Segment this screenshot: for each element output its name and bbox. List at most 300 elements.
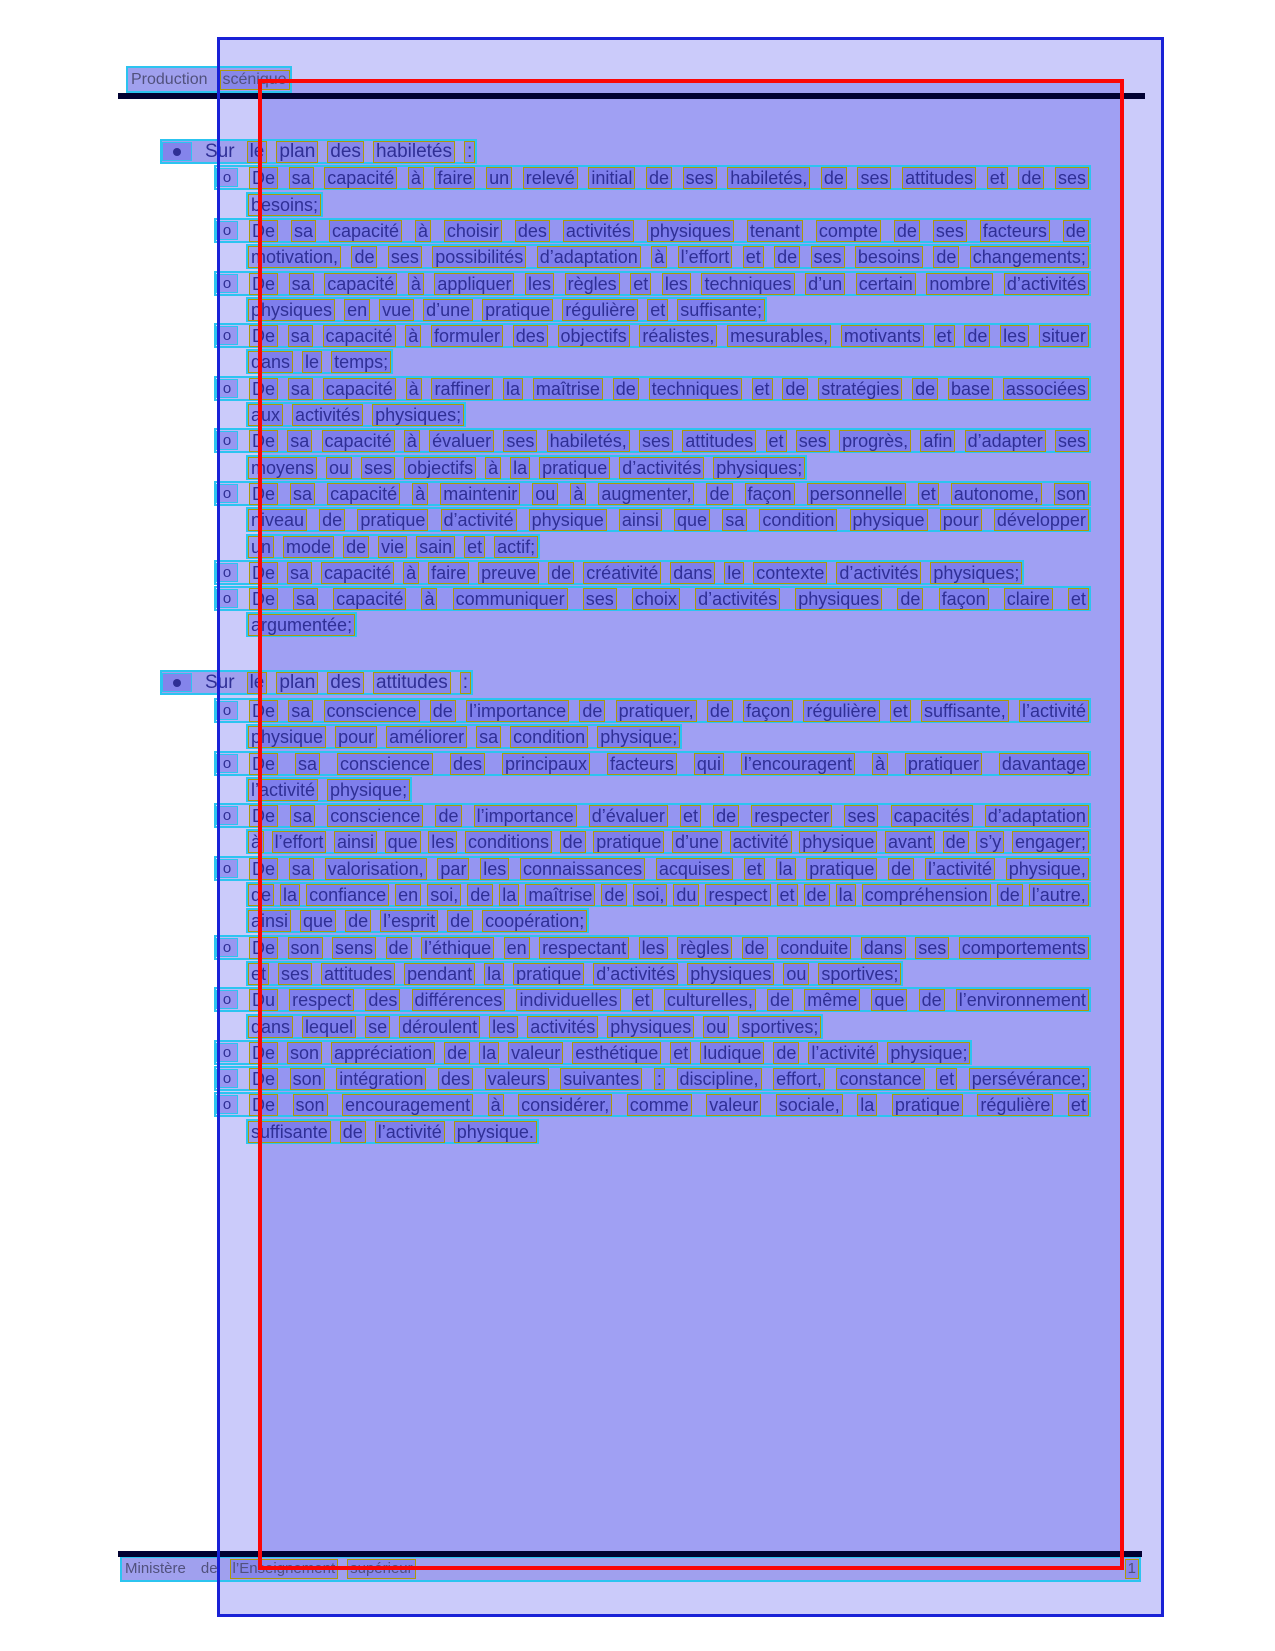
ocr-word: d’activités	[593, 963, 678, 985]
ocr-word: son	[1054, 483, 1089, 505]
ocr-word: engager;	[1012, 831, 1089, 853]
ocr-word: tenant	[747, 220, 803, 242]
ocr-word: physique.	[454, 1121, 537, 1143]
circle-bullet-icon: o	[222, 702, 232, 719]
ocr-word: la	[484, 963, 504, 985]
ocr-word: de	[897, 588, 923, 610]
ocr-word: et	[1068, 588, 1089, 610]
ocr-word: pratique	[513, 963, 584, 985]
circle-bullet-icon: o	[222, 1070, 232, 1087]
ocr-word: besoins;	[248, 194, 321, 216]
ocr-word: De	[249, 588, 278, 610]
ocr-word: dans	[248, 1016, 293, 1038]
circle-bullet-icon: o	[222, 1096, 232, 1113]
ocr-word: changements;	[970, 246, 1089, 268]
ocr-word: moyens	[248, 457, 317, 479]
ocr-word: Du	[249, 989, 278, 1011]
ocr-word: activités	[563, 220, 634, 242]
ocr-word: capacité	[323, 325, 396, 347]
ocr-word: activité	[730, 831, 792, 853]
ocr-word: activités	[292, 404, 363, 426]
ocr-word: des	[515, 220, 550, 242]
ocr-word: De	[249, 700, 278, 722]
ocr-word: de	[1063, 220, 1089, 242]
ocr-word: De	[249, 430, 278, 452]
ocr-word: et	[680, 805, 701, 827]
ocr-word: un	[486, 167, 512, 189]
ocr-word: ses	[857, 167, 891, 189]
ocr-word: base	[948, 378, 993, 400]
ocr-word: Ministère	[125, 1560, 186, 1577]
ocr-word: De	[249, 220, 278, 242]
ocr-word: de	[912, 378, 938, 400]
ocr-word: sa	[287, 430, 312, 452]
ocr-word: sa	[293, 588, 318, 610]
ocr-word: situer	[1039, 325, 1089, 347]
ocr-word: de	[340, 1121, 366, 1143]
bullet-icon	[173, 148, 181, 156]
ocr-word: la	[836, 884, 856, 906]
ocr-word: valeur	[706, 1094, 761, 1116]
bullet-marker-box	[162, 142, 192, 161]
ocr-word: suffisante	[248, 1121, 331, 1143]
ocr-word: le	[247, 672, 268, 694]
ocr-word: les	[428, 831, 457, 853]
ocr-word: culturelles,	[664, 989, 756, 1011]
ocr-word: Sur	[205, 140, 235, 162]
ocr-word: respecter	[751, 805, 832, 827]
ocr-word: l’activité	[248, 779, 318, 801]
ocr-word: et	[248, 963, 269, 985]
ocr-word: comme	[627, 1094, 692, 1116]
ocr-word: d’adapter	[965, 430, 1046, 452]
ocr-word: des	[438, 1068, 473, 1090]
ocr-word: de	[707, 700, 733, 722]
ocr-word: physiques	[248, 299, 335, 321]
page-number: 1	[1125, 1559, 1139, 1579]
ocr-word: l’éthique	[421, 937, 494, 959]
ocr-word: De	[249, 325, 278, 347]
ocr-word: de	[821, 167, 847, 189]
ocr-word: de	[601, 884, 627, 906]
ocr-word: sociale,	[776, 1094, 843, 1116]
ocr-word: la	[776, 858, 796, 880]
ocr-word: à	[651, 246, 667, 268]
ocr-word: les	[639, 937, 668, 959]
ocr-word: certain	[856, 273, 916, 295]
ocr-word: confiance	[306, 884, 389, 906]
ocr-word: et	[934, 325, 955, 347]
ocr-word: compréhension	[862, 884, 991, 906]
ocr-word: des	[365, 989, 400, 1011]
ocr-word: façon	[939, 588, 989, 610]
ocr-word: de	[774, 246, 800, 268]
ocr-word: de	[319, 509, 345, 531]
ocr-word: actif;	[494, 536, 538, 558]
ocr-word: suffisante,	[921, 700, 1009, 722]
ocr-word: physiques	[687, 963, 774, 985]
ocr-word: choisir	[444, 220, 502, 242]
ocr-word: claire	[1004, 588, 1053, 610]
ocr-word: physique	[799, 831, 877, 853]
ocr-word: de	[943, 831, 969, 853]
ocr-word: développer	[994, 509, 1089, 531]
ocr-word: suivantes	[560, 1068, 642, 1090]
ocr-word: à	[403, 562, 419, 584]
ocr-word: à	[405, 325, 421, 347]
ocr-word: temps;	[331, 351, 391, 373]
ocr-word: de	[804, 884, 830, 906]
ocr-word: ses	[388, 246, 422, 268]
ocr-word: suffisante;	[677, 299, 765, 321]
ocr-word: De	[249, 167, 278, 189]
ocr-word: du	[673, 884, 699, 906]
circle-bullet-icon: o	[222, 485, 232, 502]
ocr-word: habiletés,	[547, 430, 630, 452]
ocr-word: d’une	[672, 831, 722, 853]
ocr-word: davantage	[999, 753, 1089, 775]
ocr-word: plan	[276, 141, 318, 163]
ocr-word: d’activité	[441, 509, 517, 531]
ocr-word: d’adaptation	[985, 805, 1089, 827]
ocr-word: pendant	[404, 963, 475, 985]
ocr-word: physique;	[327, 779, 410, 801]
ocr-word: et	[670, 1042, 691, 1064]
ocr-word: d’adaptation	[537, 246, 641, 268]
ocr-word: son	[293, 1094, 328, 1116]
ocr-word: de	[706, 483, 732, 505]
ocr-word: respect	[289, 989, 354, 1011]
ocr-word: niveau	[248, 509, 307, 531]
ocr-word: attitudes	[902, 167, 976, 189]
ocr-word: capacité	[323, 378, 396, 400]
ocr-word: ses	[933, 220, 967, 242]
ocr-word: et	[464, 536, 485, 558]
ocr-word: sa	[476, 726, 501, 748]
ocr-word: et	[1068, 1094, 1089, 1116]
ocr-word: de	[742, 937, 768, 959]
ocr-word: à	[248, 831, 264, 853]
ocr-word: de	[997, 884, 1023, 906]
ocr-word: la	[280, 884, 300, 906]
ocr-word: à	[488, 1094, 504, 1116]
circle-bullet-icon: o	[222, 807, 232, 824]
ocr-word: de	[767, 989, 793, 1011]
ocr-word: dans	[670, 562, 715, 584]
ocr-word: maîtrise	[533, 378, 603, 400]
ocr-word: l’esprit	[380, 910, 438, 932]
circle-bullet-icon: o	[222, 327, 232, 344]
ocr-word: associées	[1003, 378, 1089, 400]
ocr-word: ses	[1055, 430, 1089, 452]
ocr-word: physique;	[597, 726, 680, 748]
ocr-word: l’Enseignement	[230, 1559, 339, 1579]
ocr-word: motivation,	[248, 246, 341, 268]
ocr-word: et	[936, 1068, 957, 1090]
ocr-word: sa	[287, 562, 312, 584]
ocr-word: motivants	[841, 325, 924, 347]
ocr-word: de	[933, 246, 959, 268]
ocr-word: ses	[503, 430, 537, 452]
ocr-word: :	[460, 672, 471, 694]
ocr-word: argumentée;	[248, 614, 355, 636]
ocr-word: de	[351, 246, 377, 268]
ocr-word: que	[300, 910, 336, 932]
ocr-word: capacité	[333, 588, 406, 610]
ocr-word: Production	[131, 70, 208, 88]
ocr-word: afin	[920, 430, 955, 452]
ocr-word: aux	[248, 404, 283, 426]
ocr-word: l’environnement	[956, 989, 1089, 1011]
ocr-word: formuler	[431, 325, 503, 347]
ocr-word: maintenir	[440, 483, 520, 505]
ocr-word: considérer,	[518, 1094, 612, 1116]
ocr-word: attitudes	[682, 430, 756, 452]
ocr-word: les	[480, 858, 509, 880]
ocr-word: de	[919, 989, 945, 1011]
ocr-word: que	[385, 831, 421, 853]
ocr-word: et	[647, 299, 668, 321]
circle-bullet-icon: o	[222, 860, 232, 877]
ocr-word: régulière	[562, 299, 638, 321]
ocr-word: régulière	[977, 1094, 1053, 1116]
ocr-word: sa	[289, 273, 314, 295]
ocr-word: faire	[434, 167, 475, 189]
circle-bullet-icon: o	[222, 432, 232, 449]
circle-bullet-icon: o	[222, 590, 232, 607]
ocr-word: appliquer	[434, 273, 514, 295]
ocr-word: la	[857, 1094, 877, 1116]
ocr-word: preuve	[478, 562, 539, 584]
ocr-word: condition	[510, 726, 588, 748]
ocr-word: pratiquer	[905, 753, 982, 775]
ocr-word: sens	[332, 937, 376, 959]
ocr-word: techniques	[701, 273, 794, 295]
ocr-word: dans	[861, 937, 906, 959]
ocr-word: et	[766, 430, 787, 452]
ocr-word: pratique	[806, 858, 877, 880]
ocr-word: esthétique	[572, 1042, 661, 1064]
ocr-word: soi,	[633, 884, 667, 906]
ocr-word: conscience	[327, 805, 423, 827]
ocr-word: l’importance	[466, 700, 569, 722]
ocr-word: sa	[290, 483, 315, 505]
circle-bullet-icon: o	[222, 564, 232, 581]
bullet-marker-box	[162, 673, 192, 692]
ocr-word: en	[395, 884, 421, 906]
ocr-word: acquises	[656, 858, 733, 880]
ocr-word: règles	[677, 937, 732, 959]
ocr-word: l’importance	[474, 805, 577, 827]
ocr-word: individuelles	[516, 989, 620, 1011]
ocr-word: à	[412, 483, 428, 505]
ocr-word: ses	[915, 937, 949, 959]
ocr-word: soi,	[427, 884, 461, 906]
ocr-word: et	[987, 167, 1008, 189]
ocr-word: appréciation	[331, 1042, 435, 1064]
ocr-word: de	[447, 910, 473, 932]
ocr-word: le	[724, 562, 744, 584]
ocr-word: ainsi	[334, 831, 377, 853]
ocr-word: de	[713, 805, 739, 827]
ocr-word: son	[290, 1068, 325, 1090]
ocr-word: mode	[283, 536, 334, 558]
ocr-word: ou	[703, 1016, 729, 1038]
ocr-word: techniques	[649, 378, 742, 400]
ocr-word: même	[804, 989, 860, 1011]
ocr-word: d’évaluer	[589, 805, 668, 827]
ocr-word: ses	[796, 430, 830, 452]
ocr-word: pratique	[593, 831, 664, 853]
ocr-word: l’autre,	[1029, 884, 1089, 906]
ocr-word: scénique	[220, 70, 290, 90]
ocr-word: respectant	[539, 937, 629, 959]
ocr-word: sa	[289, 858, 314, 880]
ocr-word: de	[548, 562, 574, 584]
ocr-word: besoins	[855, 246, 923, 268]
ocr-word: habiletés,	[727, 167, 810, 189]
ocr-word: De	[249, 805, 278, 827]
ocr-word: conscience	[324, 700, 420, 722]
ocr-word: l’encouragent	[741, 753, 855, 775]
ocr-word: valeurs	[485, 1068, 549, 1090]
ocr-word: son	[288, 937, 323, 959]
ocr-word: valorisation,	[325, 858, 427, 880]
ocr-word: ses	[1055, 167, 1089, 189]
ocr-word: habiletés	[373, 141, 455, 163]
ocr-word: De	[249, 1068, 278, 1090]
ocr-word: plan	[276, 672, 318, 694]
ocr-word: De	[249, 1094, 278, 1116]
ocr-word: dans	[248, 351, 293, 373]
ocr-word: ses	[583, 588, 617, 610]
ocr-word: contexte	[753, 562, 827, 584]
circle-bullet-icon: o	[222, 380, 232, 397]
ocr-word: ou	[326, 457, 352, 479]
ocr-word: augmenter,	[598, 483, 694, 505]
ocr-word: la	[510, 457, 530, 479]
ocr-word: capacité	[322, 430, 395, 452]
ocr-word: effort,	[773, 1068, 825, 1090]
ocr-word: se	[365, 1016, 390, 1038]
ocr-word: sa	[295, 753, 320, 775]
ocr-word: un	[248, 536, 274, 558]
ocr-word: progrès,	[839, 430, 911, 452]
ocr-word: attitudes	[373, 672, 451, 694]
ocr-word: conditions	[465, 831, 552, 853]
ocr-word: ses	[639, 430, 673, 452]
ocr-word: façon	[743, 700, 793, 722]
ocr-word: la	[479, 1042, 499, 1064]
ocr-word: attitudes	[321, 963, 395, 985]
ocr-word: l’activité	[375, 1121, 445, 1143]
ocr-word: capacité	[327, 483, 400, 505]
ocr-word: facteurs	[980, 220, 1050, 242]
ocr-word: objectifs	[404, 457, 476, 479]
ocr-word: différences	[412, 989, 506, 1011]
ocr-word: intégration	[336, 1068, 426, 1090]
ocr-word: :	[464, 141, 475, 163]
ocr-word: De	[249, 378, 278, 400]
ocr-word: sa	[288, 325, 313, 347]
ocr-word: de	[964, 325, 990, 347]
ocr-word: autonome,	[951, 483, 1042, 505]
ocr-word: sa	[290, 805, 315, 827]
ocr-word: discipline,	[677, 1068, 762, 1090]
ocr-word: relevé	[523, 167, 578, 189]
ocr-word: d’activités	[619, 457, 704, 479]
ocr-word: physiques	[607, 1016, 694, 1038]
ocr-word: à	[872, 753, 888, 775]
circle-bullet-icon: o	[222, 939, 232, 956]
ocr-word: le	[302, 351, 322, 373]
ocr-word: de	[248, 884, 274, 906]
ocr-word: physiques	[647, 220, 734, 242]
ocr-word: la	[499, 884, 519, 906]
ocr-word: qui	[694, 753, 724, 775]
ocr-word: ainsi	[248, 910, 291, 932]
ocr-word: évaluer	[429, 430, 494, 452]
ocr-word: de	[467, 884, 493, 906]
ocr-word: avant	[885, 831, 935, 853]
ocr-word: l’effort	[272, 831, 327, 853]
ocr-word: son	[287, 1042, 322, 1064]
ocr-word: sa	[722, 509, 747, 531]
ocr-word: encouragement	[342, 1094, 473, 1116]
ocr-word: physique,	[1006, 858, 1089, 880]
ocr-word: des	[327, 672, 364, 694]
ocr-word: ses	[683, 167, 717, 189]
ocr-word: ludique	[700, 1042, 764, 1064]
ocr-word: l’effort	[678, 246, 733, 268]
ocr-word: De	[249, 483, 278, 505]
ocr-word: capacité	[321, 562, 394, 584]
ocr-word: d’un	[805, 273, 845, 295]
ocr-word: à	[408, 273, 424, 295]
ocr-word: d’une	[423, 299, 473, 321]
ocr-word: à	[570, 483, 586, 505]
ocr-word: de	[386, 937, 412, 959]
ocr-word: et	[632, 989, 653, 1011]
ocr-word: De	[249, 1042, 278, 1064]
ocr-word: des	[513, 325, 548, 347]
ocr-word: de	[345, 910, 371, 932]
ocr-word: et	[777, 884, 798, 906]
ocr-word: sa	[288, 700, 313, 722]
ocr-word: supérieur	[347, 1559, 416, 1579]
ocr-word: les	[489, 1016, 518, 1038]
ocr-word: de	[444, 1042, 470, 1064]
ocr-word: que	[674, 509, 710, 531]
ocr-word: de	[646, 167, 672, 189]
ocr-word: de	[1018, 167, 1044, 189]
ocr-word: vie	[378, 536, 407, 558]
ocr-word: De	[249, 562, 278, 584]
ocr-word: l’activité	[1019, 700, 1089, 722]
ocr-word: les	[525, 273, 554, 295]
ocr-word: d’activités	[1004, 273, 1089, 295]
ocr-word: et	[744, 858, 765, 880]
ocr-word: activités	[527, 1016, 598, 1038]
ocr-word: faire	[428, 562, 469, 584]
ocr-word: nombre	[926, 273, 993, 295]
ocr-word: de	[343, 536, 369, 558]
ocr-word: initial	[588, 167, 635, 189]
ocr-word: à	[406, 378, 422, 400]
ocr-word: capacité	[324, 167, 397, 189]
ocr-word: de	[773, 1042, 799, 1064]
circle-bullet-icon: o	[222, 755, 232, 772]
